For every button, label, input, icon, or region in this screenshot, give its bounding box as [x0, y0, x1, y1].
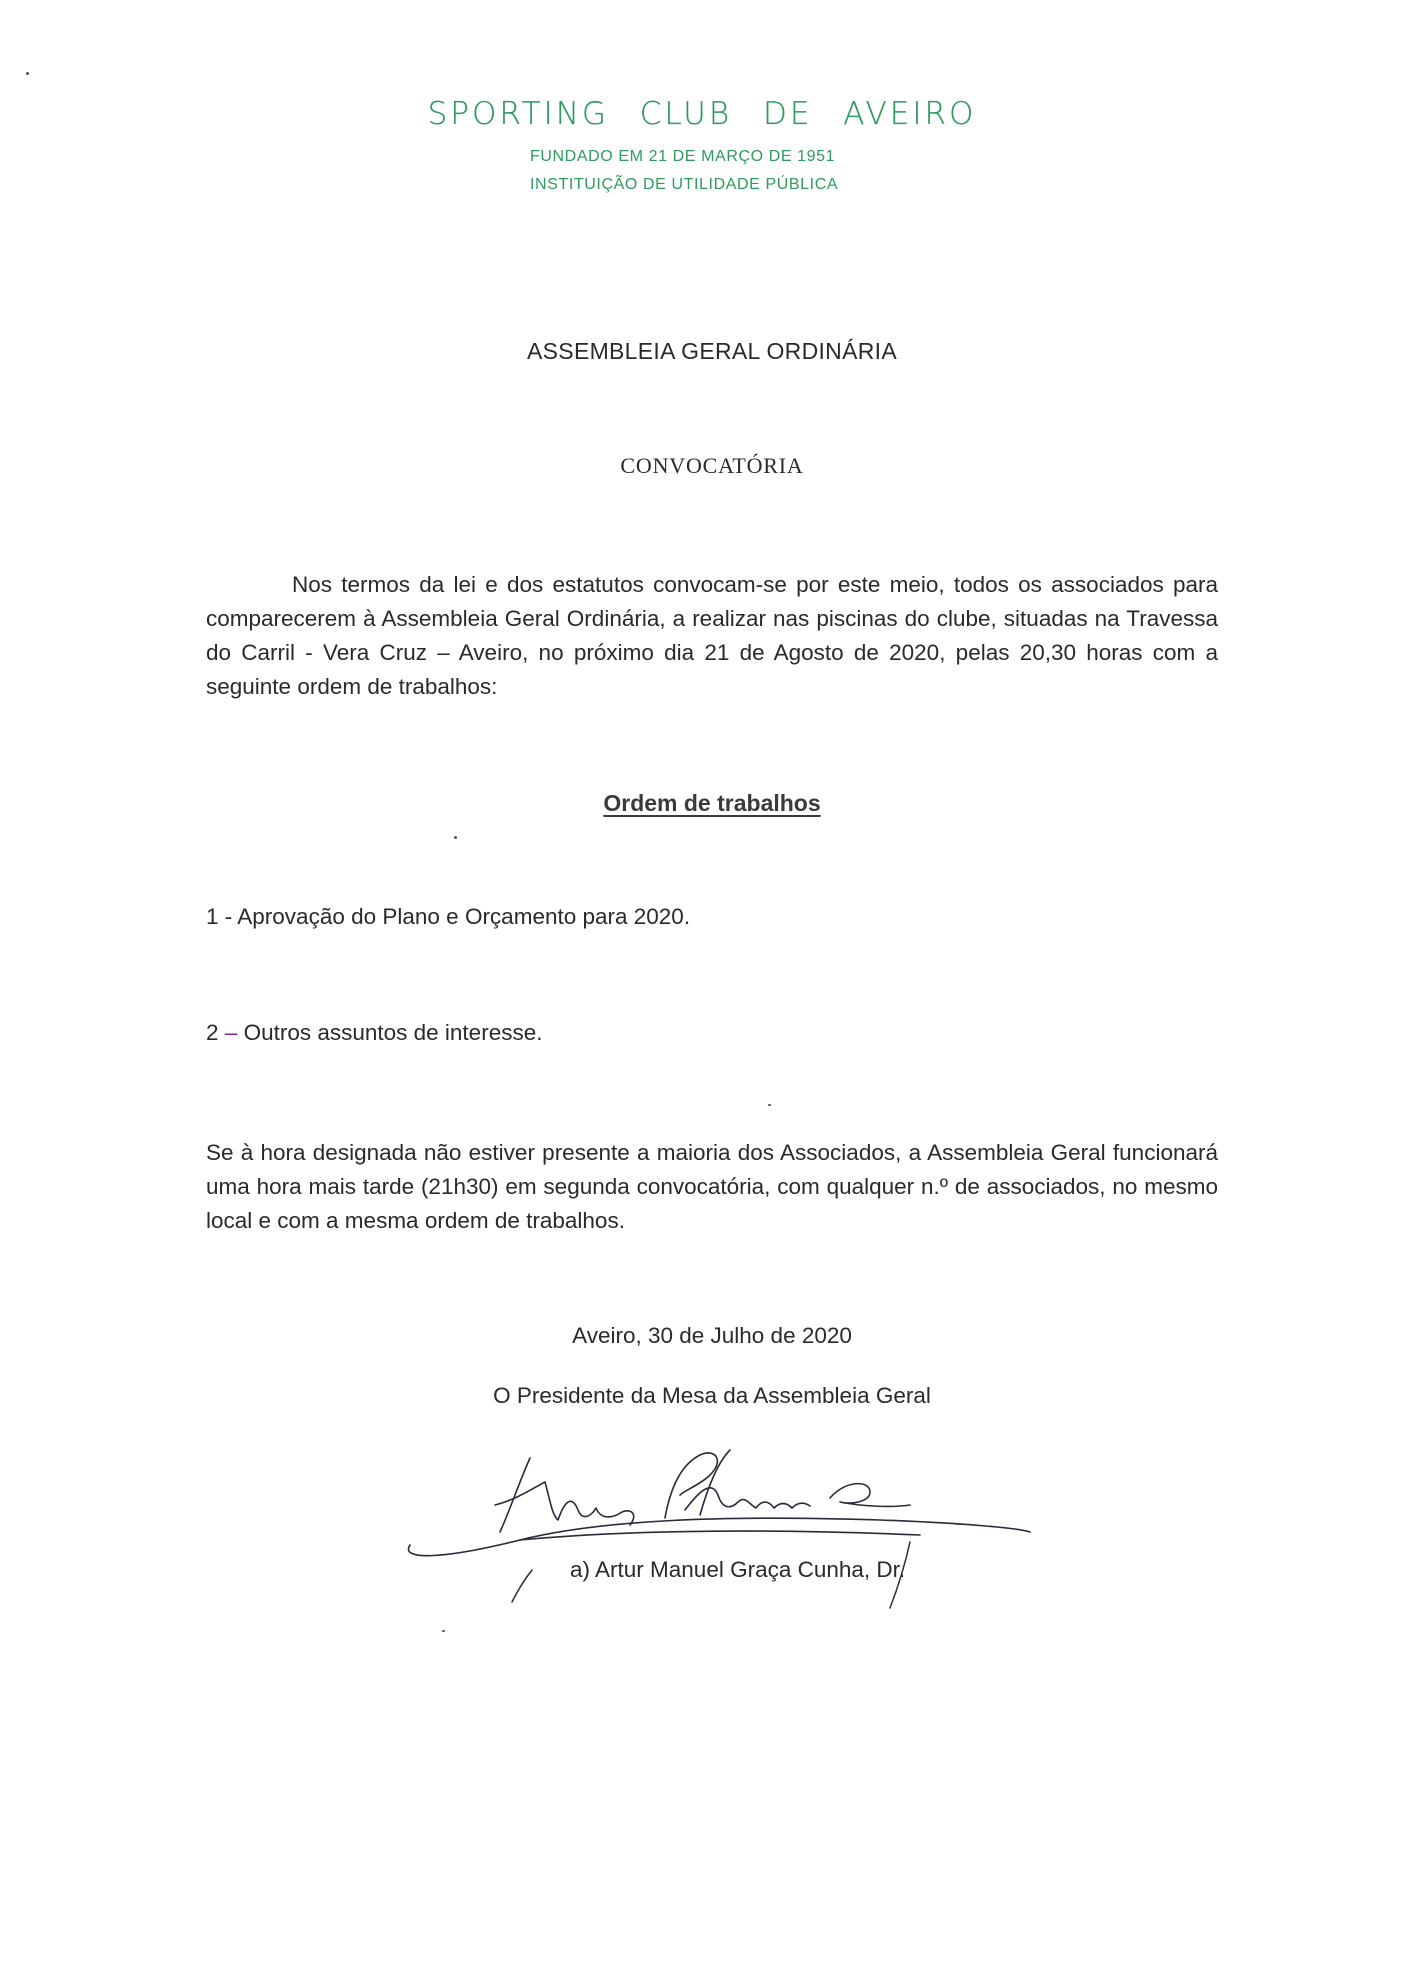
agenda-heading: Ordem de trabalhos	[603, 790, 821, 816]
notice-paragraph: Se à hora designada não estiver presente a maioria dos Associados, a Assembleia Geral funcionará uma hora mais tarde (21h30) em segunda convocatória, com qualquer n.º de associados, no mesmo local e com a mesma ordem de trabalhos.	[206, 1140, 1218, 1233]
document-title: ASSEMBLEIA GERAL ORDINÁRIA	[527, 338, 897, 364]
founded-date: FUNDADO EM 21 DE MARÇO DE 1951	[530, 148, 836, 165]
place-date: Aveiro, 30 de Julho de 2020	[572, 1323, 852, 1348]
scan-speck	[442, 1630, 445, 1632]
agenda-item-number: 1 -	[206, 904, 233, 929]
scan-speck	[768, 1104, 771, 1106]
agenda-item	[206, 1020, 542, 1046]
agenda-item-text: Aprovação do Plano e Orçamento para 2020.	[237, 904, 691, 929]
intro-paragraph: Nos termos da lei e dos estatutos convocam-se por este meio, todos os associados para comparecerem à Assembleia Geral Ordinária, a realizar nas piscinas do clube, situadas na Travessa do Carril - Vera Cruz – Aveiro, no próximo dia 21 de Agosto de 2020, pelas 20,30 horas com a seguinte ordem de trabalhos:	[206, 572, 1218, 699]
signer-line	[570, 1557, 905, 1583]
signer-name: Artur Manuel Graça Cunha, Dr.	[595, 1557, 906, 1582]
document-subtitle: CONVOCATÓRIA	[620, 453, 804, 478]
agenda-item-number: 2	[206, 1020, 219, 1045]
signer-role: O Presidente da Mesa da Assembleia Geral	[493, 1383, 931, 1408]
institution-status: INSTITUIÇÃO DE UTILIDADE PÚBLICA	[530, 176, 839, 193]
club-name: SPORTING CLUB DE AVEIRO	[427, 96, 977, 132]
scan-speck	[26, 72, 29, 75]
signer-prefix: a)	[570, 1557, 591, 1582]
agenda-item-separator: –	[224, 1020, 238, 1045]
agenda-item	[206, 904, 690, 930]
scan-speck	[454, 836, 457, 839]
agenda-item-text: Outros assuntos de interesse.	[243, 1020, 543, 1045]
